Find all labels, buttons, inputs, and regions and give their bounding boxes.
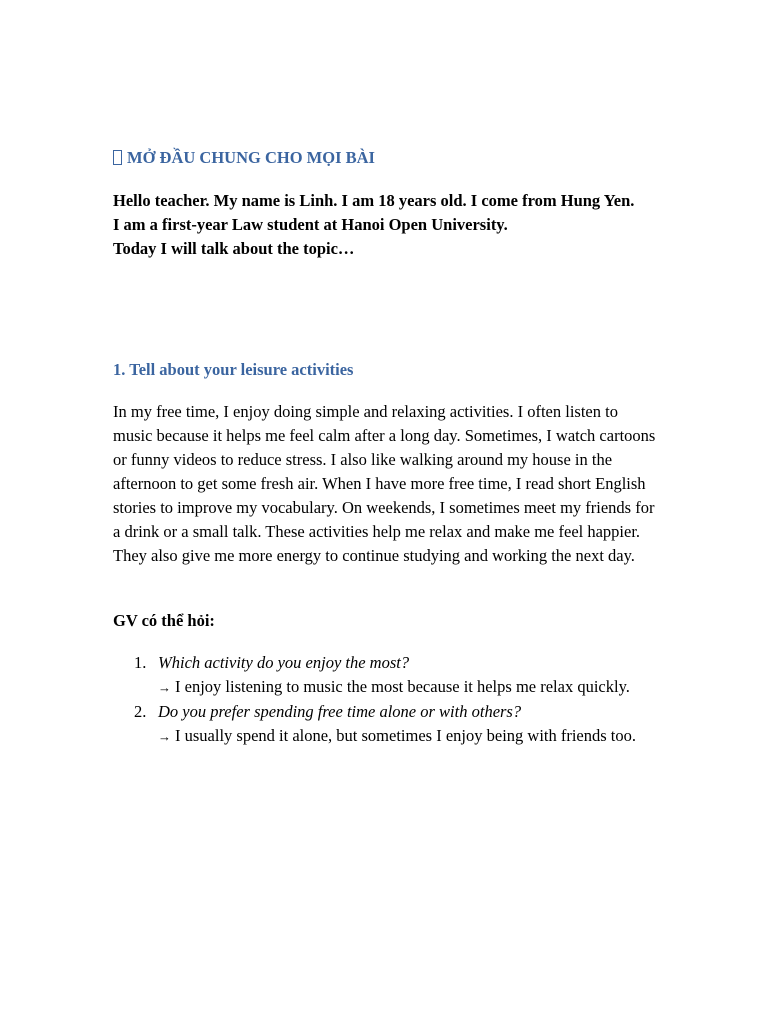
intro-line: Hello teacher. My name is Linh. I am 18 years old. I come from Hung Yen. <box>113 191 635 210</box>
followup-answer <box>158 675 658 700</box>
intro-line: I am a first-year Law student at Hanoi Open University. <box>113 215 508 234</box>
topic-answer-paragraph: In my free time, I enjoy doing simple and relaxing activities. I often listen to music because it helps me feel calm after a long day. Sometimes, I watch cartoons or funny videos to reduce stress. I also like walking around my house in the afternoon to get some fresh air. When I have more free time, I read short English stories to improve my vocabulary. On weekends, I sometimes meet my friends for a drink or a small talk. These activities help me relax and make me feel happier. They also give me more energy to continue studying and working the next day. <box>113 402 656 565</box>
right-arrow-icon: → <box>158 680 171 695</box>
intro-paragraph <box>113 189 653 261</box>
topic-heading: 1. Tell about your leisure activities <box>113 360 354 379</box>
right-arrow-icon: → <box>158 729 171 744</box>
list-item <box>113 651 658 700</box>
followup-question: Which activity do you enjoy the most? <box>158 653 410 672</box>
intro-heading-text: MỞ ĐẦU CHUNG CHO MỌI BÀI <box>127 148 375 167</box>
intro-heading <box>113 146 375 170</box>
followup-answer <box>158 724 658 749</box>
followup-answer-text: I usually spend it alone, but sometimes I enjoy being with friends too. <box>175 726 637 745</box>
followup-question-list <box>113 651 658 749</box>
followup-label: GV có thể hỏi: <box>113 611 215 630</box>
list-item-number: 1. <box>134 653 147 672</box>
followup-answer-text: I enjoy listening to music the most because it helps me relax quickly. <box>175 677 630 696</box>
followup-question: Do you prefer spending free time alone or with others? <box>158 702 522 721</box>
list-item <box>113 700 658 749</box>
intro-line: Today I will talk about the topic… <box>113 239 355 258</box>
list-item-number: 2. <box>134 702 147 721</box>
missing-glyph-box-icon <box>113 150 122 165</box>
